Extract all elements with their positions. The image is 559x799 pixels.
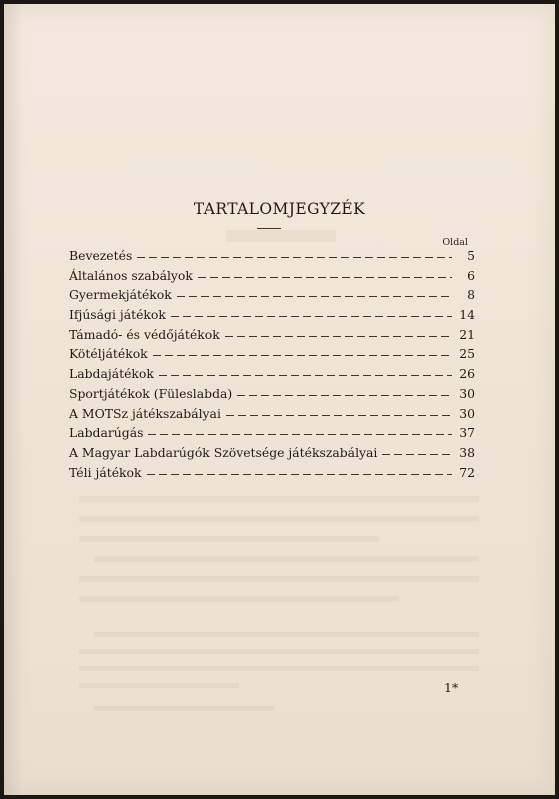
page-title: TARTALOMJEGYZÉK [193,200,366,218]
toc-entry-label: Sportjátékok (Füleslabda) [69,385,233,401]
toc-entry [69,248,475,268]
toc-entry [69,307,475,327]
dot-leader [147,467,452,475]
toc-entry-label: Ifjúsági játékok [69,307,166,323]
dot-leader [153,348,452,356]
title-divider [257,228,281,229]
toc-entry [69,268,475,288]
toc-entry [69,327,475,347]
toc-entry-label: Bevezetés [69,248,133,263]
toc-entry-label: Téli játékok [69,464,142,480]
dot-leader [237,388,452,396]
toc-entry-page: 8 [467,287,475,303]
toc-entry-label: Labdajátékok [69,366,154,382]
toc-entry [69,346,475,366]
toc-entry-page: 21 [459,326,475,342]
toc-entry-label: Labdarúgás [69,425,144,441]
toc-entry-page: 37 [459,425,475,441]
toc-entry [69,425,475,445]
toc-entry-label: A Magyar Labdarúgók Szövetsége játékszabályai [69,444,378,460]
book-page [4,4,555,795]
dot-leader [225,329,452,337]
toc-entry-label: Általános szabályok [69,267,193,283]
toc-entry-page: 30 [459,405,475,421]
dot-leader [382,447,452,455]
toc-entry-page: 26 [459,366,475,382]
dot-leader [226,408,452,416]
dot-leader [198,270,452,278]
toc-entry-page: 5 [467,248,475,263]
toc-entry-page: 72 [459,464,475,480]
toc-entry-label: Kötéljátékok [69,346,148,362]
toc-entry-page: 6 [467,267,475,283]
toc-entry-label: Gyermekjátékok [69,287,172,303]
table-of-contents [69,248,475,484]
toc-entry-page: 25 [459,346,475,362]
dot-leader [171,309,452,317]
dot-leader [177,289,452,297]
toc-entry-page: 38 [459,444,475,460]
page-folio: 1* [444,680,459,695]
dot-leader [148,427,452,435]
toc-entry-page: 14 [459,307,475,323]
toc-entry-label: A MOTSz játékszabályai [69,405,221,421]
toc-entry [69,366,475,386]
toc-entry [69,386,475,406]
dot-leader [159,368,452,376]
dot-leader [137,250,452,258]
toc-entry-page: 30 [459,385,475,401]
toc-entry [69,445,475,465]
toc-entry [69,406,475,426]
page-column-header: Oldal [442,237,468,248]
toc-entry [69,465,475,485]
toc-entry [69,287,475,307]
toc-entry-label: Támadó- és védőjátékok [69,326,220,342]
